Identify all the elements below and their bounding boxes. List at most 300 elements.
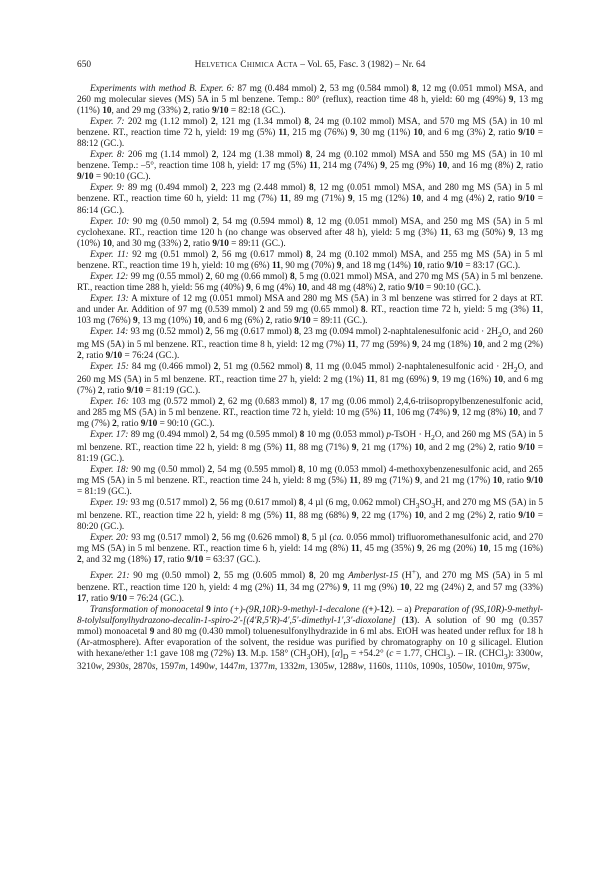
text-run: , 12 mg (0.051 mmol) MSA, and 250 mg MS (5A) in 5 ml cyclohexane. RT., reaction time 120 h (no change was observed after 48 h), yield: 5 mg (3%) bbox=[77, 216, 543, 238]
text-run: , ratio bbox=[492, 194, 519, 205]
text-run: , 34 mg (27%) bbox=[285, 582, 343, 593]
text-run: , and 6 mg (6%) bbox=[203, 315, 266, 326]
text-run: , 5 µl ( bbox=[306, 533, 333, 544]
text-run: , ratio bbox=[422, 260, 447, 271]
text-run: 9/10 bbox=[186, 555, 204, 566]
text-run: , 63 mg (50%) bbox=[448, 227, 509, 238]
text-run: 13 bbox=[404, 615, 415, 626]
text-run: O, and 260 mg MS (5A) in 5 ml benzene. RT., reaction time 8 h, yield: 12 mg (7%) bbox=[77, 327, 543, 350]
text-run: , 54 mg (0.595 mmol) bbox=[215, 430, 300, 441]
text-run: , 20 mg bbox=[313, 571, 349, 582]
text-run: , and 7 mg (7%) bbox=[77, 408, 544, 430]
text-run: , 975 bbox=[502, 661, 522, 672]
text-run: 2 bbox=[430, 433, 435, 443]
text-run: 9 bbox=[342, 582, 348, 593]
text-run: 103 mg (0.572 mmol) bbox=[128, 397, 219, 408]
paragraph bbox=[77, 566, 543, 604]
text-run: w bbox=[534, 648, 541, 659]
text-run: 87 mg (0.484 mmol) bbox=[234, 84, 320, 94]
text-run: 8 bbox=[305, 150, 311, 161]
text-run: . M.p. 158° (CH bbox=[245, 648, 307, 659]
text-run: 2 bbox=[211, 150, 217, 161]
text-run: , 12 mg (0.051 mmol) MSA, and 260 mg molecular sieves (MS) 5A in 5 ml benzene. Temp.: 80° (reflux), reaction time 48 h, yield: 60 mg (49%) bbox=[77, 84, 543, 106]
text-run: 8 bbox=[306, 249, 311, 260]
text-run: = 88:12 (GC.). bbox=[77, 128, 544, 150]
text-run: ). – IR. (CHCl bbox=[450, 648, 504, 659]
text-run: , 56 mg (0.617 mmol) bbox=[216, 249, 307, 260]
text-run: 3 bbox=[503, 651, 508, 661]
journal-name: Helvetica Chimica Acta bbox=[194, 60, 298, 70]
text-run: = 1.77, CHCl bbox=[393, 648, 447, 659]
text-run: 9/10 bbox=[294, 315, 311, 326]
text-run: , 13 mg (10%) bbox=[77, 227, 544, 249]
text-run: 9/10 bbox=[140, 419, 158, 430]
text-run: , 21 mg (17%) bbox=[356, 443, 415, 454]
text-run: 9 bbox=[350, 128, 356, 139]
text-run: H, and 270 mg MS (5A) in 5 ml benzene. RT., reaction time 22 h, yield: 8 mg (5%) bbox=[77, 498, 543, 522]
text-run: , ratio bbox=[383, 282, 408, 293]
text-run: , 19 mg (16%) bbox=[436, 374, 494, 385]
text-run: 2 bbox=[467, 582, 472, 593]
text-run: D bbox=[342, 651, 349, 661]
text-run: , 89 mg (71%) bbox=[358, 476, 416, 487]
text-run: 10 bbox=[400, 582, 410, 593]
text-run: 9 bbox=[508, 227, 514, 238]
text-run: 93 mg (0.517 mmol) bbox=[128, 533, 212, 544]
text-run: 2 bbox=[319, 84, 325, 94]
text-run: , and 57 mg (33%) bbox=[471, 582, 543, 593]
text-run: , 5 mg (0.021 mmol) MSA, and 270 mg MS (5A) in 5 ml benzene. RT., reaction time 288 h, yield: 56 mg (40%) bbox=[77, 271, 543, 293]
text-run: , 89 mg (71%) bbox=[288, 194, 348, 205]
text-run: 99 mg (0.55 mmol) bbox=[128, 271, 206, 282]
text-run: 9 bbox=[412, 339, 417, 350]
text-run: , 24 mg (0.102 mmol) MSA, and 570 mg MS (5A) in 10 ml benzene. RT., reaction time 72 h, yield: 19 mg (5%) bbox=[77, 117, 544, 139]
text-run: 9/10 bbox=[526, 476, 544, 487]
text-run: , 15 mg (12%) bbox=[352, 194, 412, 205]
body-text bbox=[77, 84, 543, 673]
text-run: Exper. 17: bbox=[90, 430, 129, 441]
text-run: 3 bbox=[431, 501, 436, 511]
text-run: 9/10 bbox=[77, 172, 94, 183]
text-run: , 24 mg (0.102 mmol) MSA, and 255 mg MS (5A) in 5 ml benzene. RT., reaction time 19 h, yield: 10 mg (6%) bbox=[77, 249, 543, 271]
text-run: A mixture of 12 mg (0.051 mmol) MSA and 280 mg MS (5A) in 3 ml benzene was stirred for 2 days at RT. and under Ar. Addition of 97 mg (0.539 mmol) bbox=[77, 293, 543, 315]
text-run: 9 bbox=[133, 315, 138, 326]
text-run: Exper. 10: bbox=[90, 216, 130, 227]
text-run: c bbox=[389, 648, 394, 659]
text-run: 90 mg (0.50 mmol) bbox=[129, 216, 213, 227]
text-run: 9/10 bbox=[518, 194, 535, 205]
text-run: 9/10 bbox=[446, 260, 464, 271]
text-run: m bbox=[268, 661, 275, 672]
text-run: Experiments with method B. Exper. 6: bbox=[90, 84, 235, 94]
text-run: p bbox=[386, 430, 392, 441]
text-run: , 23 mg (0.094 mmol) 2-naphtalenesulfonic acid · 2H bbox=[298, 327, 498, 338]
text-run: , 56 mg (0.626 mmol) bbox=[216, 533, 303, 544]
text-run: 89 mg (0.494 mmol) bbox=[128, 430, 211, 441]
text-run: . RT., reaction time 72 h, yield: 5 mg (3%) bbox=[365, 304, 532, 315]
text-run: , 22 mg (17%) bbox=[356, 511, 415, 522]
text-run: 12 bbox=[379, 604, 390, 615]
text-run: , ratio bbox=[502, 476, 527, 487]
text-run: = 76:24 (GC.). bbox=[122, 350, 180, 361]
text-run: , 24 mg (0.102 mmol) MSA and 550 mg MS (5A) in 10 ml benzene. Temp.: –5°, reaction time 108 h, yield: 17 mg (5%) bbox=[77, 150, 543, 172]
text-run: 11 bbox=[271, 260, 281, 271]
text-run: w bbox=[95, 661, 102, 672]
text-run: , 26 mg (20%) bbox=[421, 544, 480, 555]
text-run: = 76:24 (GC.). bbox=[126, 593, 184, 604]
text-run: s bbox=[386, 661, 391, 672]
text-run: w bbox=[466, 661, 473, 672]
text-run: 9 bbox=[432, 374, 437, 385]
text-run: , 1305 bbox=[304, 661, 329, 672]
text-run: 2 bbox=[205, 271, 211, 282]
text-run: , 30 mg (11%) bbox=[355, 128, 414, 139]
text-run: 10 bbox=[414, 511, 424, 522]
text-run: 11 bbox=[350, 544, 360, 555]
text-run: 9/10 bbox=[518, 443, 535, 454]
text-run: , ratio bbox=[520, 161, 543, 172]
text-run: , 54 mg (0.595 mmol) bbox=[212, 465, 299, 476]
text-run: Exper. 13: bbox=[90, 293, 129, 304]
text-run: 9/10 bbox=[518, 128, 535, 139]
text-run: m bbox=[298, 661, 305, 672]
text-run: , 10 mg (0.053 mmol) 4-methoxybenzenesulfonic acid, and 265 mg MS (5A) in 5 ml benzene. RT., reaction time 24 h, yield: 8 mg (5%) bbox=[77, 465, 543, 487]
text-run: 11 bbox=[279, 194, 289, 205]
text-run: 10 bbox=[492, 476, 503, 487]
text-run: 17 bbox=[77, 593, 87, 604]
text-run: 2 bbox=[210, 430, 216, 441]
text-run: , 6 mg (4%) bbox=[250, 282, 298, 293]
text-run: , bbox=[527, 661, 530, 672]
text-run: 9 bbox=[149, 626, 155, 637]
text-run: 2 bbox=[488, 128, 493, 139]
text-run: , ratio bbox=[493, 443, 519, 454]
text-run: , ratio bbox=[116, 419, 141, 430]
text-run: , 1160 bbox=[363, 661, 387, 672]
text-run: Exper. 11: bbox=[90, 249, 129, 260]
text-run: , 1377 bbox=[244, 661, 269, 672]
text-run: 8 bbox=[289, 271, 295, 282]
text-run: , and 29 mg (33%) bbox=[111, 106, 184, 117]
text-run: , 22 mg (24%) bbox=[409, 582, 468, 593]
text-run: (H bbox=[398, 571, 412, 582]
text-run: , ratio bbox=[492, 128, 519, 139]
text-run: , 12 mg (0.051 mmol) MSA, and 280 mg MS (5A) in 5 ml benzene. RT., reaction time 60 h, yield: 11 mg (7%) bbox=[77, 183, 544, 205]
text-run: O, and 260 mg MS (5A) in 5 ml benzene. RT., reaction time 22 h, yield: 8 mg (5%) bbox=[77, 430, 543, 454]
text-run: w bbox=[357, 661, 364, 672]
text-run: s bbox=[412, 661, 417, 672]
text-run: 10 mg (0.053 mmol) bbox=[304, 430, 387, 441]
text-run: s bbox=[125, 661, 129, 672]
text-run: , 215 mg (76%) bbox=[287, 128, 351, 139]
text-run: , 53 mg (0.584 mmol) bbox=[324, 84, 412, 94]
text-run: 9 bbox=[351, 511, 357, 522]
text-run: O, and 260 mg MS (5A) in 5 ml benzene. RT., reaction time 27 h, yield: 2 mg (1%) bbox=[77, 362, 543, 385]
text-run: 92 mg (0.51 mmol) bbox=[128, 249, 212, 260]
text-run: , 13 mg (10%) bbox=[137, 315, 194, 326]
text-run: and 59 mg (0.65 mmol) bbox=[264, 304, 361, 315]
text-run: 2 bbox=[210, 117, 216, 128]
text-run: , 88 mg (68%) bbox=[293, 511, 352, 522]
text-run: , 12 mg (8%) bbox=[457, 408, 509, 419]
text-run: 9/10 bbox=[105, 350, 123, 361]
paragraph bbox=[77, 84, 543, 117]
text-run: w bbox=[521, 661, 528, 672]
text-run: , ratio bbox=[188, 238, 213, 249]
text-run: , 103 mg (76%) bbox=[77, 304, 544, 326]
text-run: OH), [ bbox=[310, 648, 335, 659]
text-run: 8 bbox=[299, 430, 305, 441]
text-run: = 82:18 (GC.). bbox=[228, 106, 286, 117]
text-run: ] bbox=[339, 648, 343, 659]
text-run: 10 bbox=[193, 315, 204, 326]
paragraph bbox=[77, 605, 543, 673]
text-run: 11 bbox=[366, 374, 376, 385]
text-run: 9 bbox=[347, 194, 353, 205]
text-run: 9/10 bbox=[407, 282, 424, 293]
text-run: 2 bbox=[265, 315, 271, 326]
text-run: , 25 mg (9%) bbox=[384, 161, 438, 172]
text-run: Exper. 8: bbox=[90, 150, 125, 161]
text-run: , and 2 mg (2%) bbox=[423, 511, 489, 522]
text-run: s bbox=[439, 661, 444, 672]
text-run: )- bbox=[373, 604, 380, 615]
text-run: , 55 mg (0.605 mmol) bbox=[218, 571, 309, 582]
text-run: 10 bbox=[102, 106, 112, 117]
text-run: , ratio bbox=[81, 350, 106, 361]
text-run: 10 bbox=[414, 443, 424, 454]
text-run: ): 3300 bbox=[507, 648, 535, 659]
text-run: Preparation of (9S,10R)-9-methyl-8-tolylsulfonylhydrazono-decalin-1-spiro-2′-[(4′R,5′R)-4′,5′-dimethyl-1′,3′-dioxolane] bbox=[77, 604, 543, 626]
text-run: 9 bbox=[351, 443, 357, 454]
volume-info: – Vol. 65, Fasc. 3 (1982) – Nr. 64 bbox=[297, 60, 426, 70]
text-run: , 56 mg (0.617 mmol) bbox=[210, 327, 295, 338]
text-run: 11 bbox=[382, 408, 392, 419]
text-run: 89 mg (0.494 mmol) bbox=[124, 183, 211, 194]
text-run: 8 bbox=[360, 304, 366, 315]
text-run: 11 bbox=[278, 128, 288, 139]
text-run: 9/10 bbox=[211, 106, 229, 117]
text-run: 9 bbox=[246, 282, 251, 293]
text-run: 2 bbox=[210, 183, 216, 194]
text-run: 2 bbox=[112, 419, 117, 430]
text-run: and 80 mg (0.430 mmol) toluenesulfonylhydrazide in 6 ml abs. EtOH was heated under reflux for 18 h (Ar-atmosphere). After evaporation of the solvent, the residue was purified by chromatography on 10 g silicagel. Elution with hexane/ether 1:1 gave 108 mg (72%) bbox=[77, 626, 543, 659]
text-run: , 1090 bbox=[416, 661, 440, 672]
text-run: Exper. 16: bbox=[90, 397, 129, 408]
text-run: , 54 mg (0.594 mmol) bbox=[216, 216, 307, 227]
text-run: 93 mg (0.517 mmol) bbox=[128, 498, 211, 509]
text-run: , 56 mg (0.617 mmol) bbox=[214, 498, 299, 509]
text-run: 2 bbox=[211, 533, 217, 544]
text-run: 13 bbox=[236, 648, 246, 659]
text-run: , 1597 bbox=[155, 661, 179, 672]
text-run: into (+)-(9R,10R)-9-methyl-1-decalone (( bbox=[210, 604, 369, 615]
text-run: 2 bbox=[218, 397, 223, 408]
paragraph bbox=[77, 498, 543, 533]
text-run: = 90:10 (GC.). bbox=[423, 282, 481, 293]
text-run: 2 bbox=[97, 385, 103, 396]
text-run: 9/10 bbox=[212, 238, 229, 249]
text-run: , 1110 bbox=[390, 661, 413, 672]
text-run: , 1490 bbox=[185, 661, 209, 672]
text-run: α bbox=[334, 648, 340, 659]
text-run: , 2930 bbox=[101, 661, 126, 672]
text-run: 2 bbox=[213, 362, 219, 373]
text-run: 11 bbox=[347, 339, 356, 350]
text-run: , 1050 bbox=[443, 661, 467, 672]
text-run: , and 6 mg (7%) bbox=[77, 374, 544, 396]
text-run: , 51 mg (0.562 mmol) bbox=[218, 362, 306, 373]
text-run: w bbox=[208, 661, 215, 672]
paragraph bbox=[77, 250, 543, 272]
text-run: 206 mg (1.14 mmol) bbox=[124, 150, 212, 161]
paragraph bbox=[77, 327, 543, 362]
text-run: Exper. 14: bbox=[90, 327, 129, 338]
text-run: , 121 mg (1.34 mmol) bbox=[215, 117, 305, 128]
text-run: , ratio bbox=[162, 555, 187, 566]
text-run: 8 bbox=[308, 571, 314, 582]
text-run: w bbox=[328, 661, 335, 672]
text-run: 11 bbox=[284, 511, 294, 522]
text-run: 10 bbox=[508, 408, 518, 419]
text-run: = 89:11 (GC.). bbox=[228, 238, 286, 249]
text-run: 202 mg (1.12 mmol) bbox=[124, 117, 211, 128]
text-run: = 89:11 (GC.). bbox=[310, 315, 368, 326]
text-run: 9/10 bbox=[110, 593, 127, 604]
text-run: , and 21 mg (17%) bbox=[419, 476, 493, 487]
text-run: , 15 mg (16%) bbox=[488, 544, 543, 555]
text-run: 9 bbox=[206, 604, 211, 615]
text-run: – a) bbox=[394, 604, 415, 615]
paragraph bbox=[77, 362, 543, 397]
text-run: , ratio bbox=[102, 385, 127, 396]
text-run: , 77 mg (59%) bbox=[355, 339, 413, 350]
text-run: 2 bbox=[487, 194, 493, 205]
text-run: Transformation of monoacetal bbox=[90, 604, 207, 615]
text-run: , 214 mg (74%) bbox=[317, 161, 381, 172]
text-run: 2 bbox=[205, 327, 211, 338]
text-run: 10 bbox=[493, 374, 504, 385]
text-run: 9 bbox=[336, 260, 342, 271]
text-run: = 83:17 (GC.). bbox=[463, 260, 521, 271]
paragraph bbox=[77, 217, 543, 250]
text-run: , and 6 mg (3%) bbox=[422, 128, 489, 139]
text-run: , and 2 mg (2%) bbox=[423, 443, 489, 454]
text-run: , 90 mg (70%) bbox=[280, 260, 337, 271]
text-run: 2 bbox=[488, 443, 494, 454]
paragraph bbox=[77, 397, 543, 430]
text-run: , 2870 bbox=[128, 661, 152, 672]
text-run: -TsOH · H bbox=[391, 430, 431, 441]
text-run: = 81:19 (GC.). bbox=[143, 385, 201, 396]
text-run: 8 bbox=[294, 327, 299, 338]
text-run: 10 bbox=[411, 194, 422, 205]
text-run: , 60 mg (0.66 mmol) bbox=[210, 271, 290, 282]
text-run: 8 bbox=[306, 216, 312, 227]
text-run: 90 mg (0.50 mmol) bbox=[129, 571, 214, 582]
text-run: 3 bbox=[446, 651, 451, 661]
text-run: 9/10 bbox=[126, 385, 144, 396]
text-run: Exper. 9: bbox=[90, 183, 125, 194]
text-run: , 4 µl (6 mg, 0.062 mmol) CH bbox=[303, 498, 416, 509]
paragraph bbox=[77, 117, 543, 150]
text-run: , 106 mg (74%) bbox=[391, 408, 453, 419]
text-run: s bbox=[151, 661, 156, 672]
text-run: 17 bbox=[153, 555, 163, 566]
text-run: 2 bbox=[488, 511, 494, 522]
paragraph bbox=[77, 183, 543, 216]
text-run: 8 bbox=[309, 397, 315, 408]
text-run: 2 bbox=[378, 282, 384, 293]
text-run: , 3210 bbox=[77, 648, 543, 672]
text-run: 8 bbox=[298, 498, 304, 509]
text-run: ca. bbox=[332, 533, 344, 544]
text-run: , ratio bbox=[187, 106, 212, 117]
text-run: Exper. 7: bbox=[90, 117, 125, 128]
paragraph bbox=[77, 533, 543, 566]
text-run: = +54.2° ( bbox=[348, 648, 390, 659]
text-run: 11 bbox=[284, 443, 294, 454]
text-run: m bbox=[238, 661, 245, 672]
text-run: = 90:10 (GC.). bbox=[157, 419, 215, 430]
paragraph bbox=[77, 272, 543, 294]
text-run: 2 bbox=[211, 249, 217, 260]
text-run: SO bbox=[419, 498, 432, 509]
text-run: , 124 mg (1.38 mmol) bbox=[216, 150, 306, 161]
text-run: 11 bbox=[309, 161, 318, 172]
text-run: + bbox=[368, 604, 374, 615]
text-run: 0.056 mmol) trifluoromethanesulfonic acid, and 270 mg MS (5A) in 5 ml benzene. RT., reaction time 6 h, yield: 14 mg (8%) bbox=[77, 533, 543, 555]
text-run: 10 bbox=[479, 544, 489, 555]
paragraph bbox=[77, 465, 543, 498]
text-run: , 1332 bbox=[274, 661, 299, 672]
text-run: , 62 mg (0.683 mmol) bbox=[222, 397, 310, 408]
text-run: 10 bbox=[473, 339, 483, 350]
text-run: m bbox=[178, 661, 186, 672]
text-run: 2 bbox=[213, 571, 219, 582]
text-run: , and 32 mg (18%) bbox=[81, 555, 154, 566]
text-run: , 11 mg (0.045 mmol) 2-naphtalenesulfonic acid · 2H bbox=[310, 362, 514, 373]
text-run: = 63:37 (GC.). bbox=[203, 555, 261, 566]
text-run: + bbox=[411, 567, 417, 577]
text-run: , 1447 bbox=[214, 661, 239, 672]
text-run: 11 bbox=[531, 304, 541, 315]
text-run: ). A solution of 90 mg (0.357 mmol) monoacetal bbox=[77, 615, 543, 637]
text-run: 2 bbox=[207, 465, 213, 476]
text-run: 2 bbox=[183, 106, 188, 117]
text-run: , 11 mg (9%) bbox=[347, 582, 401, 593]
text-run: 84 mg (0.466 mmol) bbox=[128, 362, 214, 373]
text-run: 9 bbox=[508, 95, 514, 106]
text-run: 8 bbox=[304, 117, 309, 128]
text-run: 9/10 bbox=[518, 511, 535, 522]
text-run: 11 bbox=[276, 582, 286, 593]
text-run: 2 bbox=[497, 329, 502, 339]
text-run: , and 18 mg (14%) bbox=[341, 260, 414, 271]
text-run: 2 bbox=[513, 364, 518, 374]
text-run: , 1288 bbox=[334, 661, 358, 672]
text-run: 8 bbox=[411, 84, 417, 94]
text-run: 9 bbox=[415, 476, 420, 487]
text-run: Exper. 15: bbox=[90, 362, 129, 373]
text-run: Exper. 18: bbox=[90, 465, 129, 476]
text-run: 2 bbox=[259, 304, 265, 315]
text-run: , ratio bbox=[270, 315, 295, 326]
text-run: , ratio bbox=[86, 593, 111, 604]
text-run: m bbox=[496, 661, 503, 672]
text-run: Amberlyst-15 bbox=[348, 571, 399, 582]
text-run: 8 bbox=[302, 533, 307, 544]
